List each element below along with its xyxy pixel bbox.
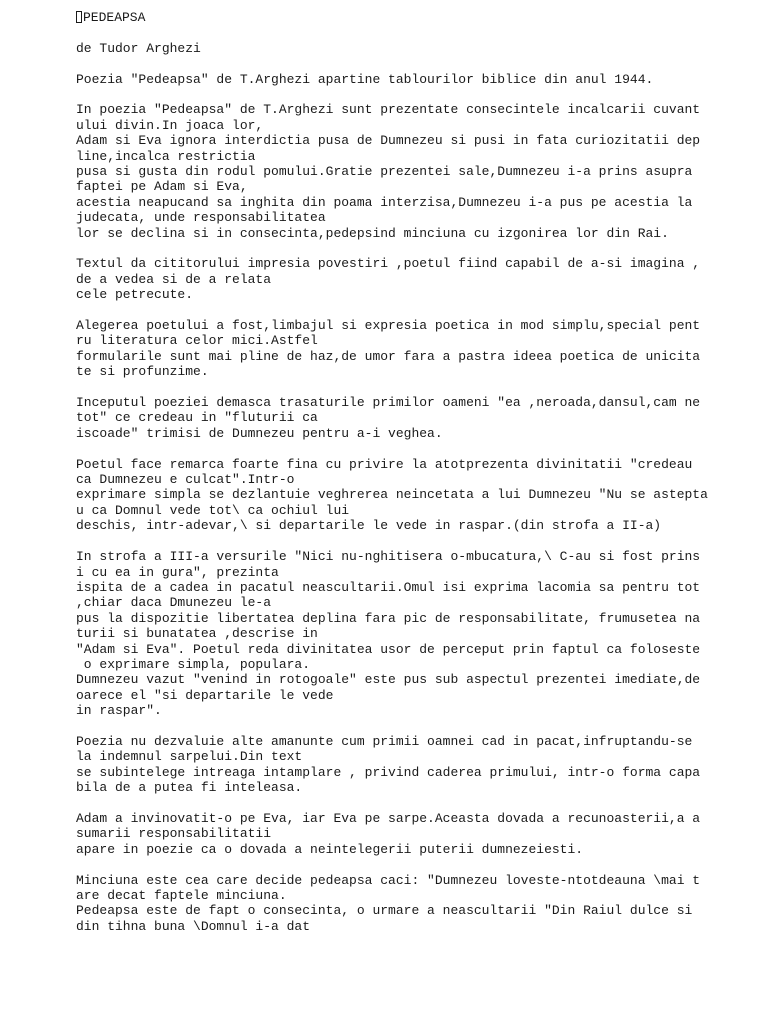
text-line: are decat faptele minciuna. (76, 887, 287, 903)
text-line: oarece el "si departarile le vede (76, 687, 334, 703)
text-line: judecata, unde responsabilitatea (76, 210, 326, 226)
text-line: Minciuna este cea care decide pedeapsa caci: "Dumnezeu loveste-ntotdeauna \mai t (76, 872, 701, 888)
text-line: In poezia "Pedeapsa" de T.Arghezi sunt prezentate consecintele incalcarii cuvant (76, 102, 701, 118)
paragraph (76, 873, 756, 935)
text-line: Alegerea poetului a fost,limbajul si expresia poetica in mod simplu,special pent (76, 318, 701, 334)
text-line: de a vedea si de a relata (76, 271, 272, 287)
text-line: te si profunzime. (76, 364, 209, 380)
paragraph (76, 811, 756, 857)
missing-glyph-icon (76, 11, 82, 23)
text-line: din tihna buna \Domnul i-a dat (76, 918, 311, 934)
text-line: Adam si Eva ignora interdictia pusa de Dumnezeu si pusi in fata curiozitatii dep (76, 133, 701, 149)
text-line: Adam a invinovatit-o pe Eva, iar Eva pe sarpe.Aceasta dovada a recunoasterii,a a (76, 810, 701, 826)
text-line: line,incalca restrictia (76, 148, 256, 164)
text-line: "Adam si Eva". Poetul reda divinitatea usor de perceput prin faptul ca foloseste (76, 641, 701, 657)
text-line: Poetul face remarca foarte fina cu privire la atotprezenta divinitatii "credeau (76, 456, 693, 472)
paragraph (76, 395, 756, 441)
paragraph (76, 102, 756, 241)
text-line: pusa si gusta din rodul pomului.Gratie prezentei sale,Dumnezeu i-a prins asupra (76, 164, 693, 180)
text-line: tot" ce credeau in "fluturii ca (76, 410, 318, 426)
text-line: ca Dumnezeu e culcat".Intr-o (76, 472, 295, 488)
author-line: de Tudor Arghezi (76, 40, 201, 56)
text-line: pus la dispozitie libertatea deplina fara pic de responsabilitate, frumusetea na (76, 610, 701, 626)
text-line: Poezia nu dezvaluie alte amanunte cum primii oamnei cad in pacat,infruptandu-se (76, 733, 693, 749)
text-line: in raspar". (76, 703, 162, 719)
paragraph-list (76, 72, 756, 935)
text-line: la indemnul sarpelui.Din text (76, 749, 303, 765)
text-line: In strofa a III-a versurile "Nici nu-nghitisera o-mbucatura,\ C-au si fost prins (76, 549, 701, 565)
text-line: turii si bunatatea ,descrise in (76, 626, 318, 642)
text-line: deschis, intr-adevar,\ si departarile le vede in raspar.(din strofa a II-a) (76, 518, 662, 534)
text-line: Pedeapsa este de fapt o consecinta, o urmare a neascultarii "Din Raiul dulce si (76, 903, 693, 919)
text-line: acestia neapucand sa inghita din poama interzisa,Dumnezeu i-a pus pe acestia la (76, 194, 693, 210)
text-line: faptei pe Adam si Eva, (76, 179, 248, 195)
text-line: bila de a putea fi inteleasa. (76, 780, 303, 796)
text-line: ului divin.In joaca lor, (76, 117, 264, 133)
text-line: Textul da cititorului impresia povestiri ,poetul fiind capabil de a-si imagina , (76, 256, 701, 272)
text-line: lor se declina si in consecinta,pedepsind minciuna cu izgonirea lor din Rai. (76, 225, 669, 241)
document-body (76, 10, 756, 950)
paragraph (76, 549, 756, 718)
text-line: Inceputul poeziei demasca trasaturile primilor oameni "ea ,neroada,dansul,cam ne (76, 395, 701, 411)
text-line: ,chiar daca Dmunezeu le-a (76, 595, 272, 611)
text-line: Poezia "Pedeapsa" de T.Arghezi apartine tablourilor biblice din anul 1944. (76, 71, 654, 87)
text-line: se subintelege intreaga intamplare , privind caderea primului, intr-o forma capa (76, 764, 701, 780)
paragraph (76, 734, 756, 796)
text-line: ru literatura celor mici.Astfel (76, 333, 318, 349)
text-line: apare in poezie ca o dovada a neintelegerii puterii dumnezeiesti. (76, 841, 584, 857)
text-line: i cu ea in gura", prezinta (76, 564, 279, 580)
paragraph (76, 256, 756, 302)
text-line: ispita de a cadea in pacatul neascultarii.Omul isi exprima lacomia sa pentru tot (76, 579, 701, 595)
text-line: cele petrecute. (76, 287, 194, 303)
paragraph (76, 457, 756, 534)
text-line: exprimare simpla se dezlantuie veghrerea neincetata a lui Dumnezeu "Nu se astepta (76, 487, 708, 503)
text-line: sumarii responsabilitatii (76, 826, 272, 842)
document-title: PEDEAPSA (76, 10, 756, 25)
paragraph (76, 72, 756, 87)
text-line: u ca Domnul vede tot\ ca ochiul lui (76, 502, 350, 518)
paragraph (76, 318, 756, 380)
text-line: formularile sunt mai pline de haz,de umor fara a pastra ideea poetica de unicita (76, 348, 701, 364)
text-line: iscoade" trimisi de Dumnezeu pentru a-i veghea. (76, 425, 443, 441)
text-line: o exprimare simpla, populara. (76, 656, 311, 672)
text-line: Dumnezeu vazut "venind in rotogoale" este pus sub aspectul prezentei imediate,de (76, 672, 701, 688)
